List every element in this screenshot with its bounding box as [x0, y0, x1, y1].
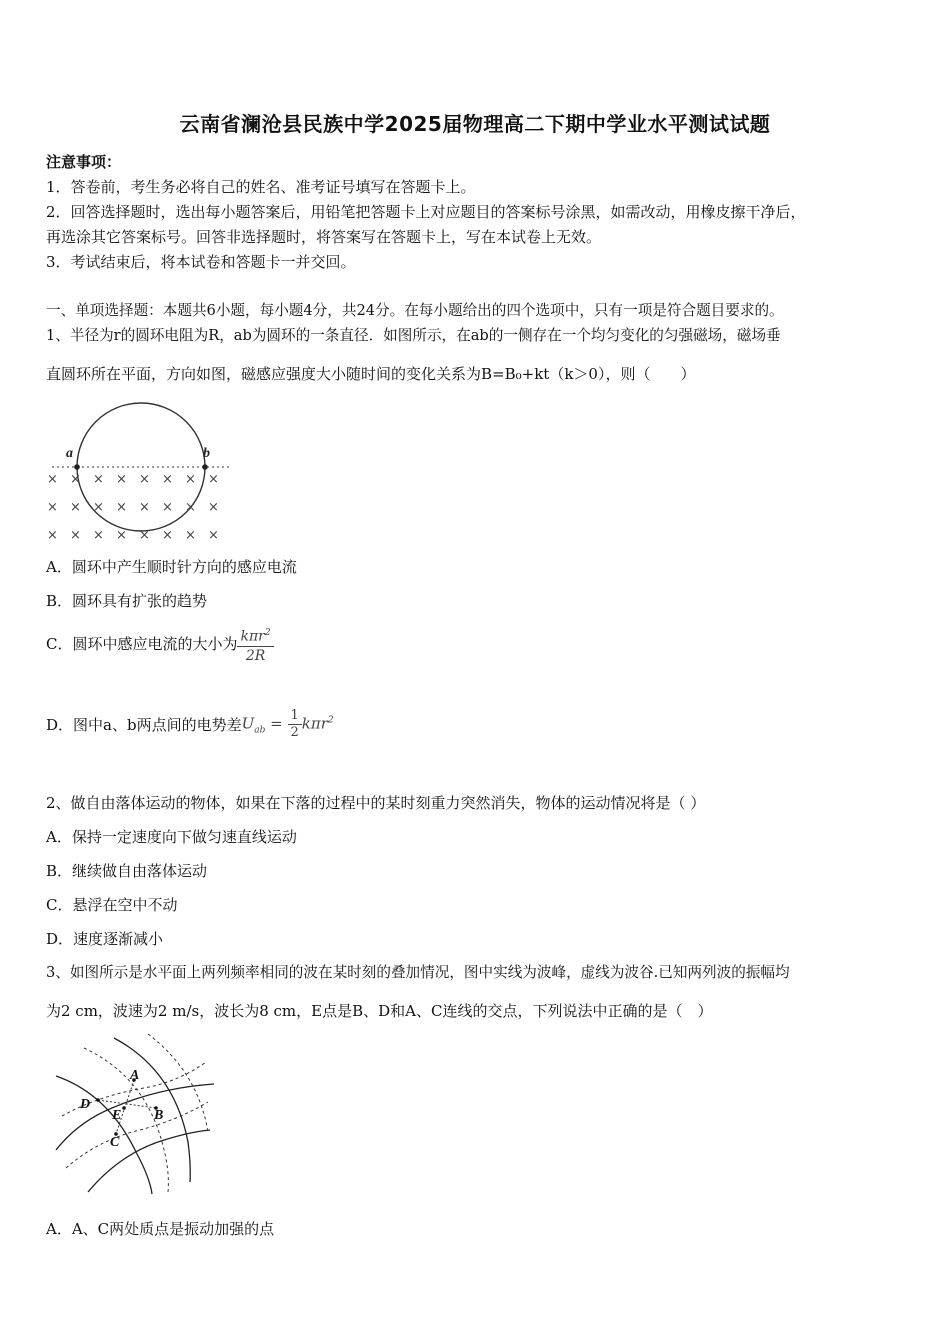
- connecting-lines: [98, 1080, 156, 1134]
- svg-text:×: ×: [47, 500, 58, 515]
- notice-item-1: 1．答卷前，考生务必将自己的姓名、准考证号填写在答题卡上。: [46, 178, 476, 196]
- q1-ring-figure: [44, 393, 244, 551]
- point-a: [74, 464, 80, 470]
- svg-text:×: ×: [116, 500, 127, 515]
- label-E: E: [112, 1108, 122, 1123]
- q1-option-d: [46, 708, 334, 741]
- wave-trough-arcs: [62, 1034, 208, 1192]
- svg-text:×: ×: [185, 472, 196, 487]
- wave-crest-arcs: [56, 1038, 214, 1194]
- field-cross-marks: [47, 472, 219, 543]
- svg-text:×: ×: [70, 500, 81, 515]
- q1-stem-line1: 1、半径为r的圆环电阻为R，ab为圆环的一条直径．如图所示，在ab的一侧存在一个均匀变化的匀强磁场，磁场垂: [46, 327, 781, 344]
- svg-text:×: ×: [208, 472, 219, 487]
- label-A: A: [130, 1068, 140, 1083]
- svg-text:×: ×: [185, 528, 196, 543]
- q1-option-d-formula: $U_{ab}$ = $\frac{1}{2}$ kπr$^2$: [241, 708, 334, 740]
- svg-text:×: ×: [185, 500, 196, 515]
- svg-text:×: ×: [93, 472, 104, 487]
- notice-item-3: 3．考试结束后，将本试卷和答题卡一并交回。: [46, 253, 356, 271]
- svg-text:×: ×: [139, 500, 150, 515]
- q2-option-b: B．继续做自由落体运动: [46, 862, 208, 880]
- q2-option-a: A．保持一定速度向下做匀速直线运动: [46, 828, 297, 846]
- svg-text:×: ×: [70, 528, 81, 543]
- notice-item-2-cont: 再选涂其它答案标号。回答非选择题时，将答案写在答题卡上，写在本试卷上无效。: [46, 228, 602, 246]
- label-b: b: [203, 446, 210, 461]
- notice-item-2: 2．回答选择题时，选出每小题答案后，用铅笔把答题卡上对应题目的答案标号涂黑，如需改动，用橡皮擦干净后，: [46, 203, 806, 221]
- q2-stem: 2、做自由落体运动的物体，如果在下落的过程中的某时刻重力突然消失，物体的运动情况将是（ ）: [46, 794, 706, 812]
- q3-wave-figure: [48, 1032, 218, 1198]
- svg-text:×: ×: [162, 472, 173, 487]
- q1-option-c-fraction: $\frac{k\pi r^2}{2R}$: [237, 624, 273, 665]
- svg-text:×: ×: [139, 528, 150, 543]
- svg-text:×: ×: [93, 500, 104, 515]
- label-D: D: [80, 1097, 91, 1112]
- label-B: B: [154, 1108, 164, 1123]
- notice-heading: 注意事项：: [46, 153, 122, 171]
- q3-stem-line2: 为2 cm，波速为2 m/s，波长为8 cm，E点是B、D和A、C连线的交点，下列说法中正确的是（ ）: [46, 1002, 713, 1020]
- svg-text:×: ×: [47, 528, 58, 543]
- section-1-heading: 一、单项选择题：本题共6小题，每小题4分，共24分。在每小题给出的四个选项中，只有一项是符合题目要求的。: [46, 302, 784, 319]
- q1-option-a: A．圆环中产生顺时针方向的感应电流: [46, 558, 297, 576]
- q2-option-d: D．速度逐渐减小: [46, 930, 164, 948]
- label-C: C: [110, 1135, 120, 1150]
- svg-text:×: ×: [93, 528, 104, 543]
- q1-option-d-text: D．图中a、b两点间的电势差: [46, 715, 242, 734]
- svg-text:×: ×: [208, 500, 219, 515]
- q3-stem-line1: 3、如图所示是水平面上两列频率相同的波在某时刻的叠加情况，图中实线为波峰，虚线为波谷.已知两列波的振幅均: [46, 964, 790, 981]
- q1-stem-line2: 直圆环所在平面，方向如图，磁感应强度大小随时间的变化关系为B=B₀+kt（k＞0），则（ ）: [46, 365, 696, 383]
- q1-option-b: B．圆环具有扩张的趋势: [46, 592, 208, 610]
- svg-text:×: ×: [139, 472, 150, 487]
- q2-option-c: C．悬浮在空中不动: [46, 896, 178, 914]
- q1-option-c: [46, 624, 274, 665]
- svg-text:×: ×: [162, 528, 173, 543]
- svg-text:×: ×: [208, 528, 219, 543]
- label-a: a: [66, 446, 73, 461]
- point-b: [202, 464, 208, 470]
- exam-title: 云南省澜沧县民族中学2025届物理高二下期中学业水平测试试题: [179, 112, 771, 136]
- q1-option-c-text: C．圆环中感应电流的大小为: [46, 635, 238, 654]
- svg-text:×: ×: [116, 472, 127, 487]
- svg-text:×: ×: [116, 528, 127, 543]
- svg-text:×: ×: [162, 500, 173, 515]
- svg-text:×: ×: [70, 472, 81, 487]
- q3-option-a: A．A、C两处质点是振动加强的点: [46, 1220, 275, 1238]
- svg-text:×: ×: [47, 472, 58, 487]
